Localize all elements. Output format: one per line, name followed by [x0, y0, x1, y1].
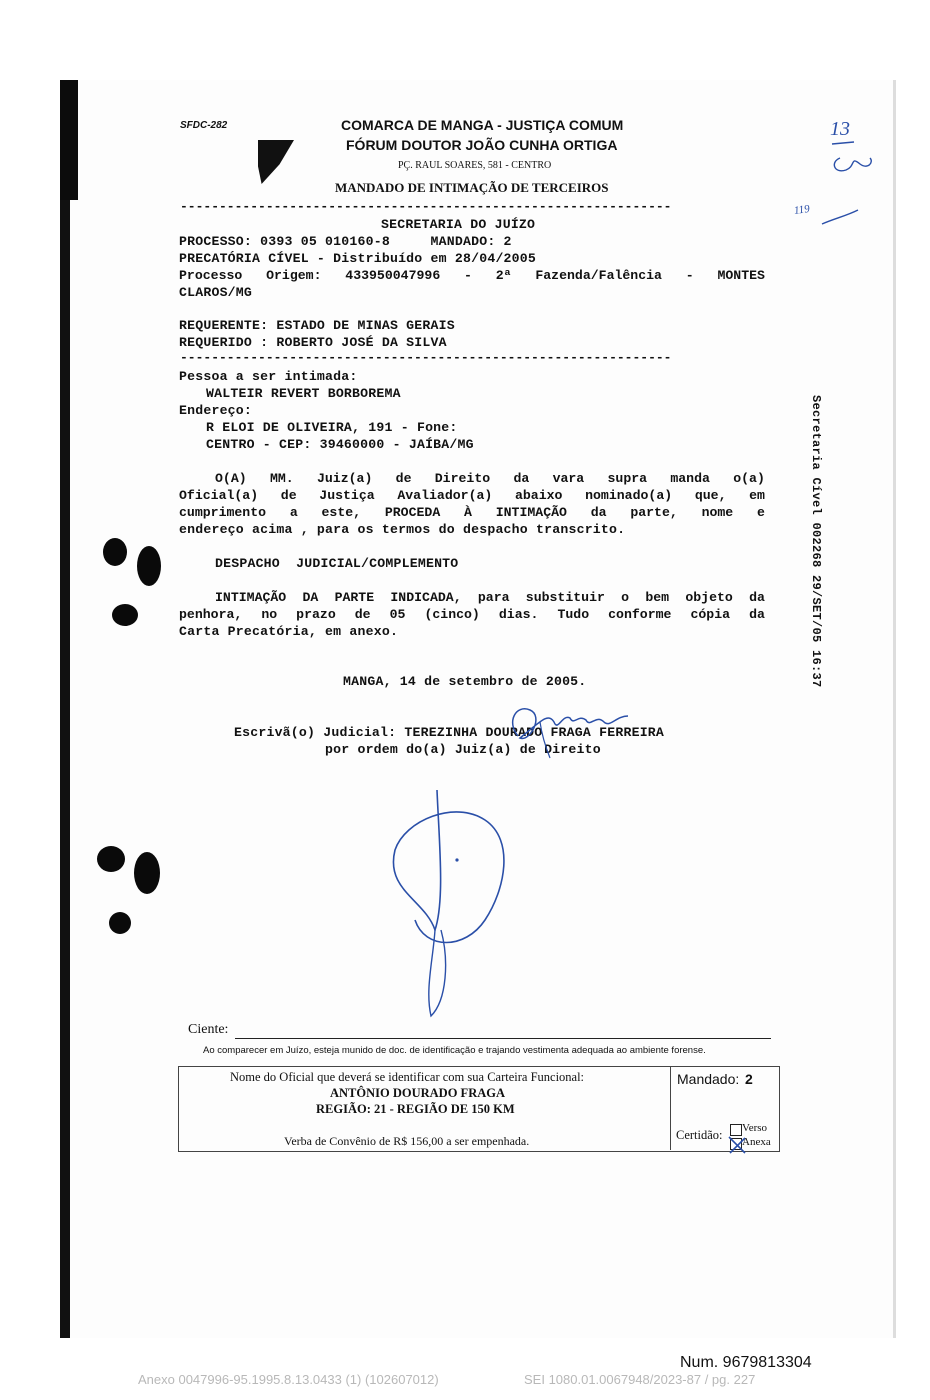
- handwritten-page-number: 13: [830, 118, 850, 140]
- despacho-line-2: penhora, no prazo de 05 (cinco) dias. Tudo conforme cópia da: [179, 607, 765, 622]
- precatoria-line: PRECATÓRIA CÍVEL - Distribuído em 28/04/2005: [179, 251, 537, 266]
- officer-intro: Nome do Oficial que deverá se identificar com sua Carteira Funcional:: [230, 1070, 585, 1084]
- sei-reference: SEI 1080.01.0067948/2023-87 / pg. 227: [524, 1372, 756, 1387]
- officer-region: REGIÃO: 21 - REGIÃO DE 150 KM: [316, 1102, 515, 1116]
- punch-hole: [134, 852, 160, 894]
- place-date: MANGA, 14 de setembro de 2005.: [343, 674, 587, 689]
- order-line-1: O(A) MM. Juiz(a) de Direito da vara supra manda o(a): [215, 471, 765, 486]
- anexo-reference: Anexo 0047996-95.1995.8.13.0433 (1) (102607012): [138, 1372, 439, 1387]
- order-line-4: endereço acima , para os termos do despacho transcrito.: [179, 522, 626, 537]
- ciente-signature-line: [235, 1038, 771, 1039]
- protocol-stamp: Secretaria Cível 002268 29/SET/05 16:37: [809, 395, 823, 688]
- mandado-number: 2: [745, 1071, 753, 1087]
- verso-label: Verso: [742, 1122, 768, 1134]
- ciente-label: Ciente:: [188, 1022, 229, 1037]
- form-code: SFDC-282: [180, 120, 228, 131]
- punch-hole: [97, 846, 125, 872]
- processo-line: PROCESSO: 0393 05 010160-8 MANDADO: 2: [179, 234, 512, 249]
- despacho-title: DESPACHO JUDICIAL/COMPLEMENTO: [215, 556, 459, 571]
- origem-line: Processo Origem: 433950047996 - 2ª Fazenda/Falência - MONTES: [179, 268, 765, 283]
- clerk-signature: [500, 692, 650, 762]
- punch-hole: [103, 538, 127, 566]
- handwritten-initials: [820, 140, 880, 230]
- document-number: Num. 9679813304: [680, 1354, 812, 1371]
- divider-middle: ---------------------------------------------------------------: [180, 350, 672, 365]
- order-line-3: cumprimento a este, PROCEDA À INTIMAÇÃO da parte, nome e: [179, 505, 765, 520]
- forum-name: FÓRUM DOUTOR JOÃO CUNHA ORTIGA: [346, 137, 618, 153]
- ciente-notice: Ao comparecer em Juízo, esteja munido de doc. de identificação e trajando vestimenta adequada ao ambiente forense.: [203, 1045, 706, 1056]
- verba-text: Verba de Convênio de R$ 156,00 a ser empenhada.: [284, 1134, 530, 1148]
- certidao-label: Certidão:: [676, 1128, 723, 1142]
- address-line-1: R ELOI DE OLIVEIRA, 191 - Fone:: [206, 420, 458, 435]
- origem-continuation: CLAROS/MG: [179, 285, 253, 300]
- secretaria-title: SECRETARIA DO JUÍZO: [381, 217, 536, 232]
- forum-address: PÇ. RAUL SOARES, 581 - CENTRO: [398, 160, 552, 171]
- judge-signature: [385, 780, 525, 1020]
- order-line-2: Oficial(a) de Justiça Avaliador(a) abaixo nominado(a) que, em: [179, 488, 765, 503]
- by-order-line: por ordem do(a) Juiz(a) de Direito: [325, 742, 601, 757]
- handwritten-sheet-number: 119: [793, 202, 811, 218]
- anexa-label: Anexa: [742, 1136, 771, 1148]
- person-name: WALTEIR REVERT BORBOREMA: [206, 386, 401, 401]
- mandado-label: Mandado:: [677, 1071, 740, 1087]
- scan-edge-right: [893, 80, 896, 1338]
- requerente: REQUERENTE: ESTADO DE MINAS GERAIS: [179, 318, 455, 333]
- clerk-line: Escrivã(o) Judicial: TEREZINHA DOURADO FRAGA FERREIRA: [234, 725, 665, 740]
- court-name: COMARCA DE MANGA - JUSTIÇA COMUM: [341, 117, 624, 133]
- document-title: MANDADO DE INTIMAÇÃO DE TERCEIROS: [335, 180, 609, 195]
- divider-top: ---------------------------------------------------------------: [180, 199, 672, 214]
- scan-edge-shadow: [60, 80, 78, 200]
- despacho-line-3: Carta Precatória, em anexo.: [179, 624, 399, 639]
- punch-hole: [137, 546, 161, 586]
- address-label: Endereço:: [179, 403, 253, 418]
- scan-edge-left: [60, 80, 70, 1338]
- officer-box-divider: [670, 1066, 671, 1150]
- officer-name: ANTÔNIO DOURADO FRAGA: [330, 1086, 505, 1100]
- address-line-2: CENTRO - CEP: 39460000 - JAÍBA/MG: [206, 437, 474, 452]
- person-label: Pessoa a ser intimada:: [179, 369, 358, 384]
- despacho-line-1: INTIMAÇÃO DA PARTE INDICADA, para substituir o bem objeto da: [215, 590, 765, 605]
- punch-hole: [109, 912, 131, 934]
- punch-hole: [112, 604, 138, 626]
- requerido: REQUERIDO : ROBERTO JOSÉ DA SILVA: [179, 335, 447, 350]
